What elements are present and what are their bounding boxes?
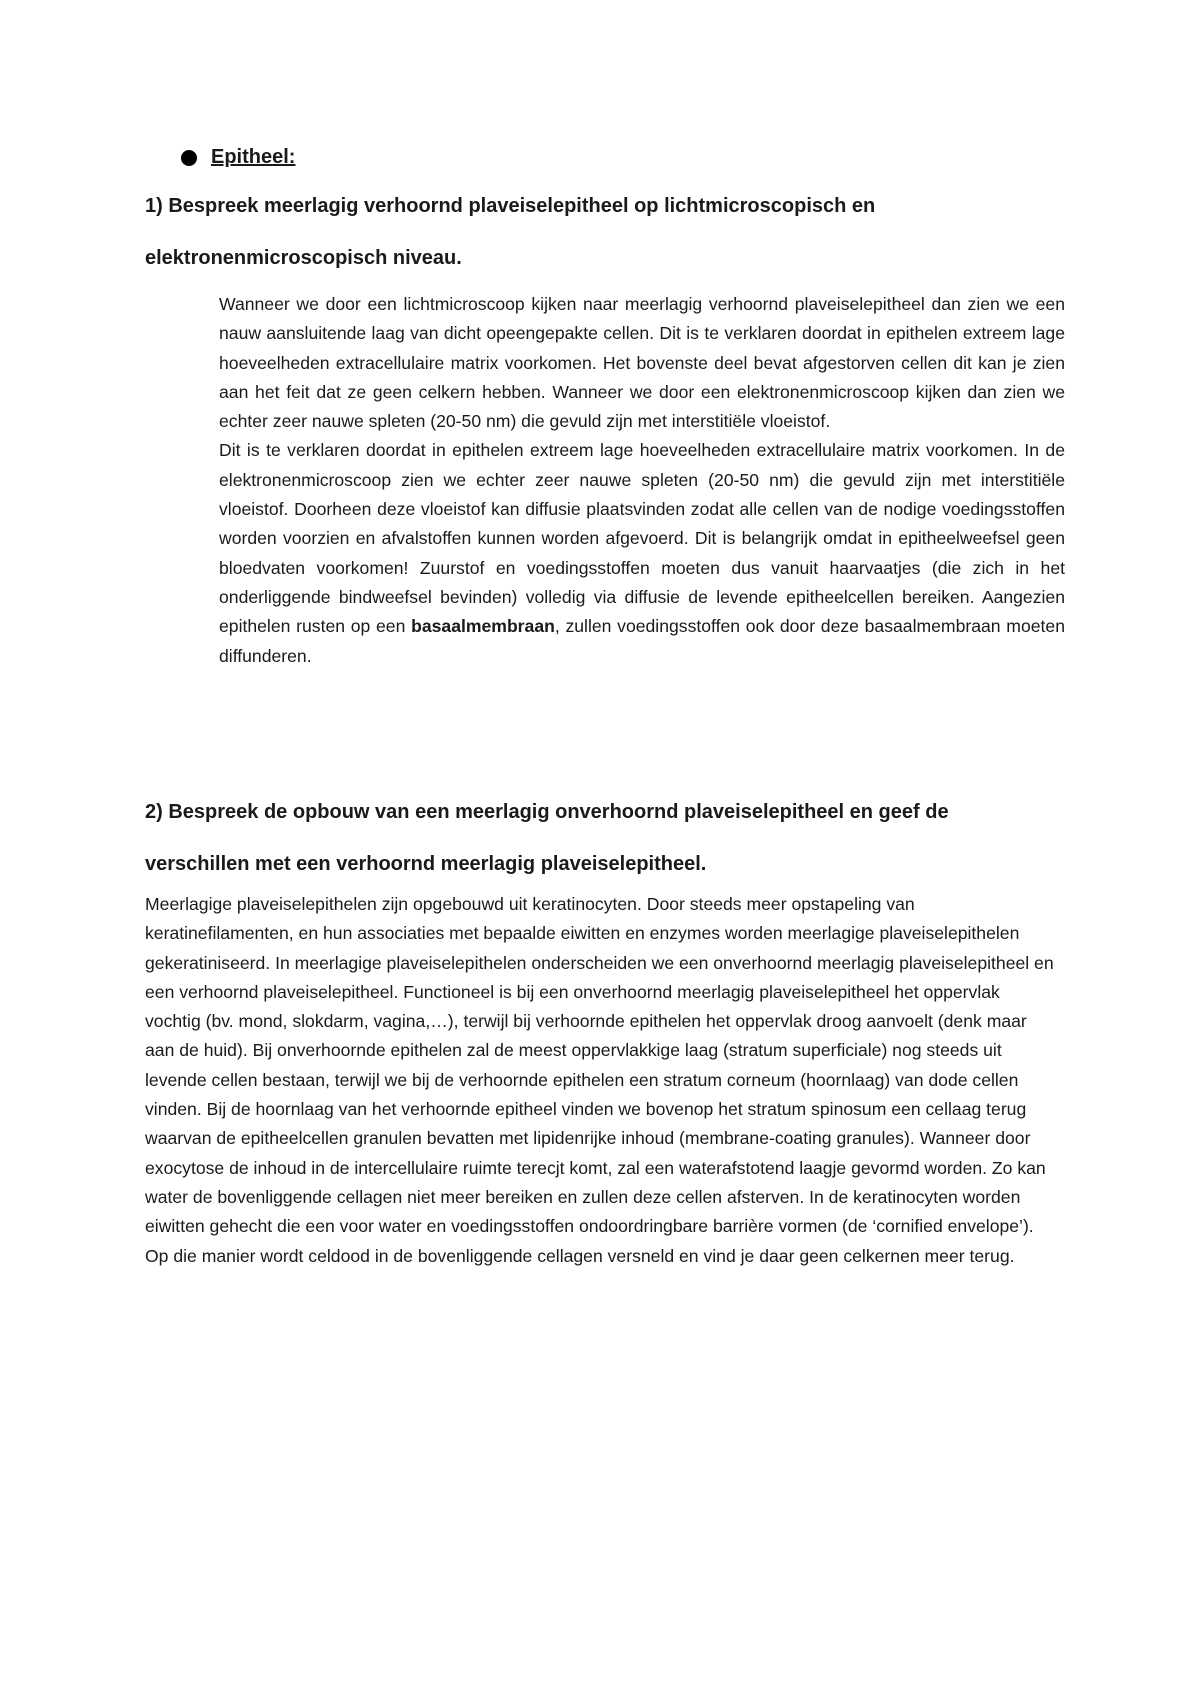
answer-1-paragraph-2-start: Dit is te verklaren doordat in epithelen extreem lage hoeveelheden extracellulaire matrix voorkomen. In de elektronenmicroscoop zien we echter zeer nauwe spleten (20-50 nm) die gevuld zijn met interstitiële vloeistof. Doorheen deze vloeistof kan diffusie plaatsvinden zodat alle cellen van de nodige voedingsstoffen worden voorzien en afvalstoffen kunnen worden afgevoerd. Dit is belangrijk omdat in epitheelweefsel geen bloedvaten voorkomen! Zuurstof en voedingsstoffen moeten dus vanuit haarvaatjes (die zich in het onderliggende bindweefsel bevinden) volledig via diffusie de levende epitheelcellen bereiken. Aangezien epithelen rusten op een bbox=[219, 440, 1065, 637]
answer-1-bold-term: basaalmembraan bbox=[411, 616, 555, 637]
answer-1-paragraph-2 bbox=[219, 436, 1065, 670]
answer-1-paragraph-1: Wanneer we door een lichtmicroscoop kijken naar meerlagig verhoornd plaveiselepitheel dan zien we een nauw aansluitende laag van dicht opeengepakte cellen. Dit is te verklaren doordat in epithelen extreem lage hoeveelheden extracellulaire matrix voorkomen. Het bovenste deel bevat afgestorven cellen dit kan je zien aan het feit dat ze geen celkern hebben. Wanneer we door een elektronenmicroscoop kijken dan zien we echter zeer nauwe spleten (20-50 nm) die gevuld zijn met interstitiële vloeistof. bbox=[219, 294, 1065, 432]
question-1: 1) Bespreek meerlagig verhoornd plaveiselepitheel op lichtmicroscopisch en elektronenmicroscopisch niveau. bbox=[145, 195, 876, 269]
bullet-icon bbox=[181, 150, 197, 166]
answer-2: Meerlagige plaveiselepithelen zijn opgebouwd uit keratinocyten. Door steeds meer opstapeling van keratinefilamenten, en hun associaties met bepaalde eiwitten en enzymes worden meerlagige plaveiselepithelen gekeratiniseerd. In meerlagige plaveiselepithelen onderscheiden we een onverhoornd meerlagig plaveiselepitheel en een verhoornd plaveiselepitheel. Functioneel is bij een onverhoornd meerlagig plaveiselepitheel het oppervlak vochtig (bv. mond, slokdarm, vagina,…), terwijl bij verhoornde epithelen het oppervlak droog aanvoelt (denk maar aan de huid). Bij onverhoornde epithelen zal de meest oppervlakkige laag (stratum superficiale) nog steeds uit levende cellen bestaan, terwijl we bij de verhoornde epithelen een stratum corneum (hoornlaag) van dode cellen vinden. Bij de hoornlaag van het verhoornde epitheel vinden we bovenop het stratum spinosum een cellaag terug waarvan de epitheelcellen granulen bevatten met lipidenrijke inhoud (membrane-coating granules). Wanneer door exocytose de inhoud in de intercellulaire ruimte terecjt komt, zal een waterafstotend laagje gevormd worden. Zo kan water de bovenliggende cellagen niet meer bereiken en zullen deze cellen afsterven. In de keratinocyten worden eiwitten gehecht die een voor water en voedingsstoffen ondoordringbare barrière vormen (de ‘cornified envelope’). Op die manier wordt celdood in de bovenliggende cellagen versneld en vind je daar geen celkernen meer terug. bbox=[145, 894, 1054, 1266]
question-2: 2) Bespreek de opbouw van een meerlagig onverhoornd plaveiselepitheel en geef de verschillen met een verhoornd meerlagig plaveiselepitheel. bbox=[145, 801, 949, 875]
answer-1-paragraph-2-end: , zullen voedingsstoffen ook door deze basaalmembraan moeten diffunderen. bbox=[219, 616, 1065, 666]
section-heading bbox=[181, 146, 295, 169]
answer-1 bbox=[219, 290, 1065, 671]
section-heading-label: Epitheel: bbox=[211, 146, 296, 168]
